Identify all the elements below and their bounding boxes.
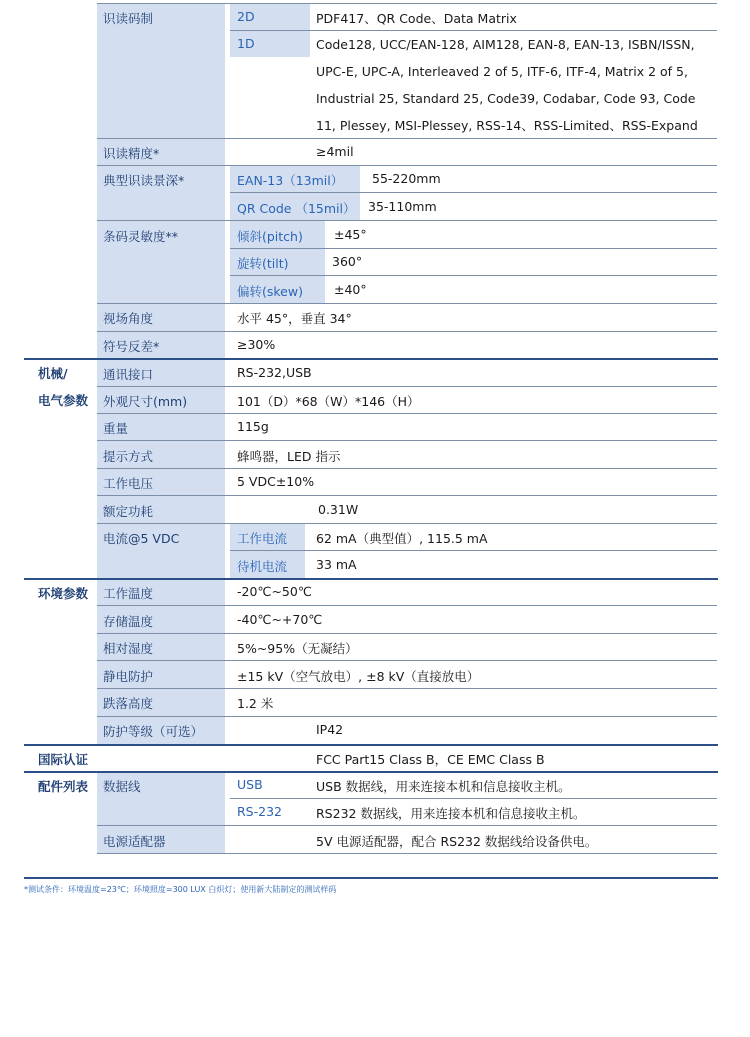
row-label: 数据线: [103, 779, 141, 794]
row-sublabel: EAN-13（13mil）: [237, 173, 344, 188]
row-value: FCC Part15 Class B，CE EMC Class B: [316, 752, 545, 767]
row-label: 重量: [103, 421, 129, 436]
row-label: 符号反差*: [103, 339, 160, 354]
row-divider: [97, 716, 717, 717]
row-value: 蜂鸣器，LED 指示: [237, 449, 341, 464]
row-label: 提示方式: [103, 449, 154, 464]
row-sublabel: 偏转(skew): [237, 284, 303, 299]
row-value-1d: Code128, UCC/EAN-128, AIM128, EAN-8, EAN-13, ISBN/ISSN, UPC-E, UPC-A, Interleaved 2 of 5, ITF-6, ITF-4, Matrix 2 of 5, Industrial 25, Standard 25, Code39, Codabar, Code 93, Code 11, Plessey, MSI-Plessey, RSS-14、RSS-Limited、RSS-Expand: [316, 37, 698, 133]
row-label: 电源适配器: [103, 834, 166, 849]
row-label: 外观尺寸(mm): [103, 394, 188, 409]
row-label: 通讯接口: [103, 367, 154, 382]
row-label: 防护等级（可选）: [103, 724, 204, 739]
row-label: 工作温度: [103, 586, 154, 601]
row-label: 存储温度: [103, 614, 154, 629]
row-value: 62 mA（典型值）, 115.5 mA: [316, 531, 488, 546]
row-divider: [230, 798, 717, 799]
row-label: 典型识读景深*: [103, 173, 185, 188]
section-certification: 国际认证: [38, 752, 89, 767]
row-divider: [97, 495, 717, 496]
row-value: 35-110mm: [368, 199, 437, 214]
row-value: PDF417、QR Code、Data Matrix: [316, 11, 517, 26]
section-divider: [24, 578, 718, 580]
row-label: 电流@5 VDC: [103, 531, 180, 546]
section-mech-2: 电气参数: [38, 393, 89, 408]
row-label: 识读码制: [103, 11, 154, 26]
row-divider: [230, 550, 717, 551]
row-divider: [97, 413, 717, 414]
row-value: USB 数据线，用来连接本机和信息接收主机。: [316, 779, 571, 794]
row-divider: [97, 825, 717, 826]
row-sublabel: RS-232: [237, 804, 282, 819]
section-mech-1: 机械/: [38, 366, 68, 381]
row-divider: [97, 220, 717, 221]
row-divider: [97, 633, 717, 634]
section-environment: 环境参数: [38, 586, 89, 601]
row-value: RS-232,USB: [237, 365, 312, 380]
section-accessories: 配件列表: [38, 779, 89, 794]
row-divider: [230, 248, 717, 249]
test-conditions-footnote: *测试条件：环境温度=23℃；环境照度=300 LUX 白炽灯；使用新大陆制定的测试样码: [24, 885, 337, 894]
row-value: 1.2 米: [237, 696, 274, 711]
row-divider: [97, 468, 717, 469]
table-bottom-rule: [24, 877, 718, 879]
row-label: 静电防护: [103, 669, 154, 684]
row-value: -40℃~+70℃: [237, 612, 323, 627]
row-value: ±15 kV（空气放电）, ±8 kV（直接放电）: [237, 669, 480, 684]
row-divider: [97, 853, 717, 854]
row-label: 额定功耗: [103, 504, 154, 519]
row-sublabel: 待机电流: [237, 559, 288, 574]
row-value: 5V 电源适配器，配合 RS232 数据线给设备供电。: [316, 834, 598, 849]
section-divider: [24, 358, 718, 360]
row-value: 5%~95%（无凝结）: [237, 641, 358, 656]
row-value: 水平 45°，垂直 34°: [237, 311, 352, 326]
row-label: 视场角度: [103, 311, 154, 326]
row-divider: [97, 386, 717, 387]
row-sublabel: QR Code （15mil）: [237, 201, 356, 216]
row-value: 101（D）*68（W）*146（H）: [237, 394, 420, 409]
row-label: 条码灵敏度**: [103, 229, 179, 244]
row-sublabel: 1D: [237, 36, 255, 51]
section-divider: [24, 744, 718, 746]
row-value: RS232 数据线，用来连接本机和信息接收主机。: [316, 806, 586, 821]
row-label: 工作电压: [103, 476, 154, 491]
row-value: 33 mA: [316, 557, 357, 572]
row-value: ±45°: [334, 227, 367, 242]
row-divider: [230, 192, 717, 193]
row-sublabel: USB: [237, 777, 263, 792]
row-divider: [97, 660, 717, 661]
row-divider: [97, 688, 717, 689]
row-label: 跌落高度: [103, 696, 154, 711]
row-value: 5 VDC±10%: [237, 474, 315, 489]
row-value: 55-220mm: [372, 171, 441, 186]
row-label: 识读精度*: [103, 146, 160, 161]
row-divider: [97, 605, 717, 606]
row-divider: [97, 165, 717, 166]
row-sublabel: 倾斜(pitch): [237, 229, 303, 244]
row-sublabel: 工作电流: [237, 531, 288, 546]
row-value: ≥30%: [237, 337, 276, 352]
row-label: 相对湿度: [103, 641, 154, 656]
row-divider: [97, 440, 717, 441]
row-divider: [97, 331, 717, 332]
row-sublabel: 旋转(tilt): [237, 256, 289, 271]
row-value: IP42: [316, 722, 344, 737]
row-divider: [97, 3, 717, 4]
section-divider: [24, 771, 718, 773]
row-value: -20℃~50℃: [237, 584, 312, 599]
row-value: 0.31W: [318, 502, 359, 517]
row-value: 115g: [237, 419, 269, 434]
row-value: ±40°: [334, 282, 367, 297]
row-sublabel: 2D: [237, 9, 255, 24]
row-divider: [230, 275, 717, 276]
row-divider: [97, 523, 717, 524]
row-value: ≥4mil: [316, 144, 354, 159]
row-divider: [97, 303, 717, 304]
row-value: 360°: [332, 254, 363, 269]
